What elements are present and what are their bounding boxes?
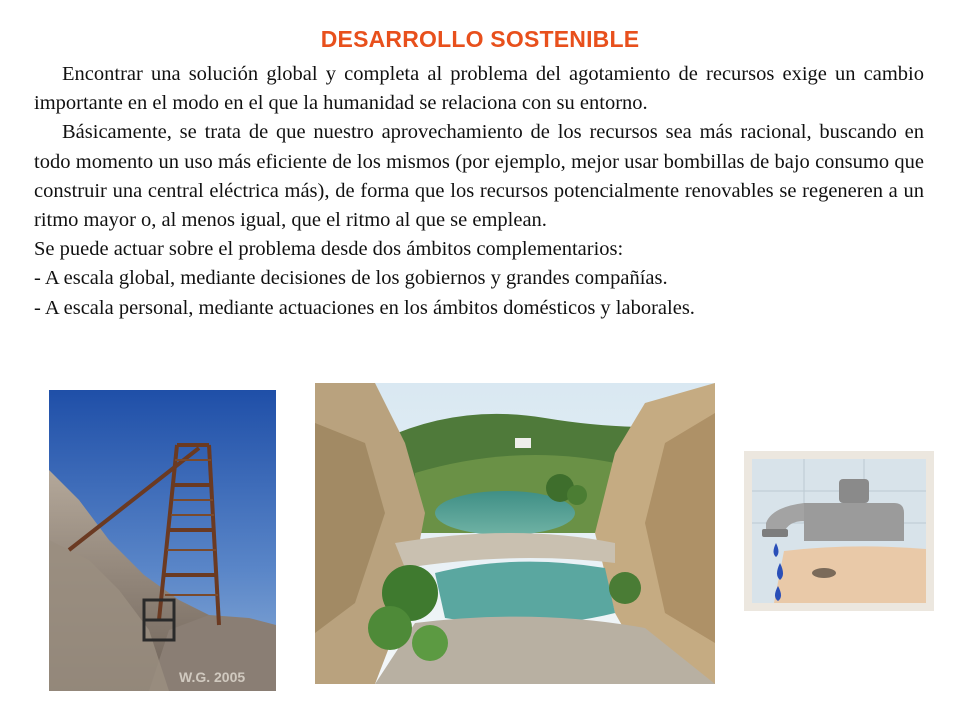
paragraph-2: Básicamente, se trata de que nuestro aprovechamiento de los recursos sea más racional, buscando en todo momento un uso más eficiente de los mismos (por ejemplo, mejor usar bombillas de bajo consumo que construir una central eléctrica más), de forma que los recursos potencialmente renovables se regeneren a un ritmo mayor o, al menos igual, que el ritmo al que se emplean.	[34, 121, 924, 232]
mine-tower-photo	[49, 390, 276, 691]
river-gorge-photo	[315, 383, 715, 684]
paragraph-1: Encontrar una solución global y completa al problema del agotamiento de recursos exige un cambio importante en el modo en el que la humanidad se relaciona con su entorno.	[34, 63, 924, 115]
watermark-text: W.G. 2005	[179, 669, 246, 685]
bullet-personal: - A escala personal, mediante actuaciones en los ámbitos domésticos y laborales.	[34, 296, 695, 319]
slide-title: DESARROLLO SOSTENIBLE	[320, 26, 640, 52]
dripping-tap-illustration	[744, 451, 934, 611]
body-text	[34, 60, 924, 323]
bullet-global: - A escala global, mediante decisiones de los gobiernos y grandes compañías.	[34, 267, 668, 290]
intro-line: Se puede actuar sobre el problema desde dos ámbitos complementarios:	[34, 238, 624, 261]
